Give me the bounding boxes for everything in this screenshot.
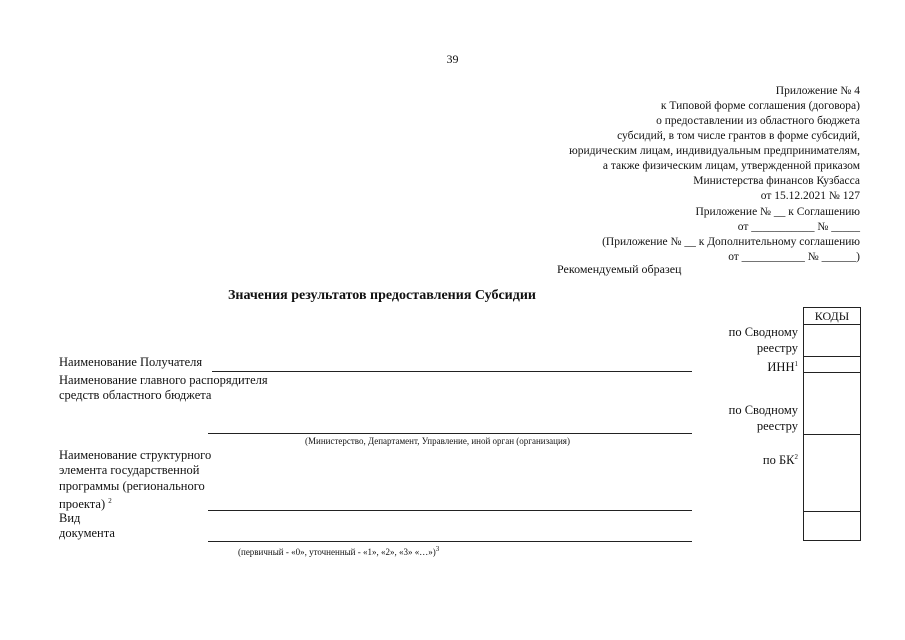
agreement-ref-line: Приложение № __ к Соглашению (695, 206, 860, 218)
structural-element-label-1: Наименование структурного (59, 448, 212, 462)
appendix-line: юридическим лицам, индивидуальным предпринимателям, (569, 145, 860, 157)
appendix-line: Министерства финансов Кузбасса (693, 175, 860, 187)
bk-label: по $БК^2$ (762, 453, 798, 468)
agreement-ref-line: от ___________ № _____ (737, 221, 860, 233)
inn-label: ИНН$^1$ (767, 360, 798, 375)
svodny-registry-label-1: по Сводному реестру (728, 325, 798, 355)
main-manager-label-2: средств областного бюджета (59, 388, 212, 402)
agreement-reference (602, 205, 860, 265)
appendix-line: от 15.12.2021 № 127 (760, 190, 860, 202)
codes-header: КОДЫ (804, 308, 860, 325)
agreement-ref-line: (Приложение № __ к Дополнительному соглашению (602, 236, 860, 248)
appendix-header (569, 84, 860, 204)
main-manager-label-1: Наименование главного распорядителя (59, 373, 268, 387)
doc-type-label-2: документа (59, 526, 115, 540)
doc-type-caption: (первичный - «0», уточненный - «1», «2», «3» «…»)$^3$ (238, 545, 440, 557)
footnote-marker: 3 (435, 545, 440, 553)
recommended-sample-label: Рекомендуемый образец (557, 262, 682, 276)
appendix-line: о предоставлении из областного бюджета (656, 115, 860, 127)
main-manager-line[interactable] (208, 433, 692, 434)
structural-element-label-3: программы (регионального (59, 479, 205, 493)
footnote-marker: 2 (108, 497, 112, 505)
codes-cell-divider (804, 356, 860, 357)
structural-element-label-4: проекта) $^2$ (59, 497, 112, 512)
appendix-line: а также физическим лицам, утвержденной приказом (602, 160, 860, 172)
document-title: Значения результатов предоставления Субсидии (228, 288, 536, 303)
page-number: 39 (446, 52, 459, 66)
doc-type-label-1: Вид (59, 511, 81, 525)
doc-type-line[interactable] (208, 541, 692, 542)
codes-cell-divider (804, 434, 860, 435)
recipient-label: Наименование Получателя (59, 355, 203, 369)
agreement-ref-line: от ___________ № ______) (728, 251, 860, 263)
codes-table (803, 307, 861, 541)
appendix-line: субсидий, в том числе грантов в форме субсидий, (617, 130, 860, 142)
recipient-line[interactable] (212, 371, 692, 372)
structural-element-line[interactable] (208, 510, 692, 511)
structural-element-label-2: элемента государственной (59, 463, 200, 477)
appendix-line: Приложение № 4 (775, 85, 860, 97)
svodny-registry-label-2: по Сводному реестру (728, 403, 798, 433)
codes-cell-divider (804, 372, 860, 373)
codes-cell-divider (804, 511, 860, 512)
main-manager-caption: (Министерство, Департамент, Управление, иной орган (организация) (305, 436, 570, 446)
appendix-line: к Типовой форме соглашения (договора) (660, 100, 860, 112)
